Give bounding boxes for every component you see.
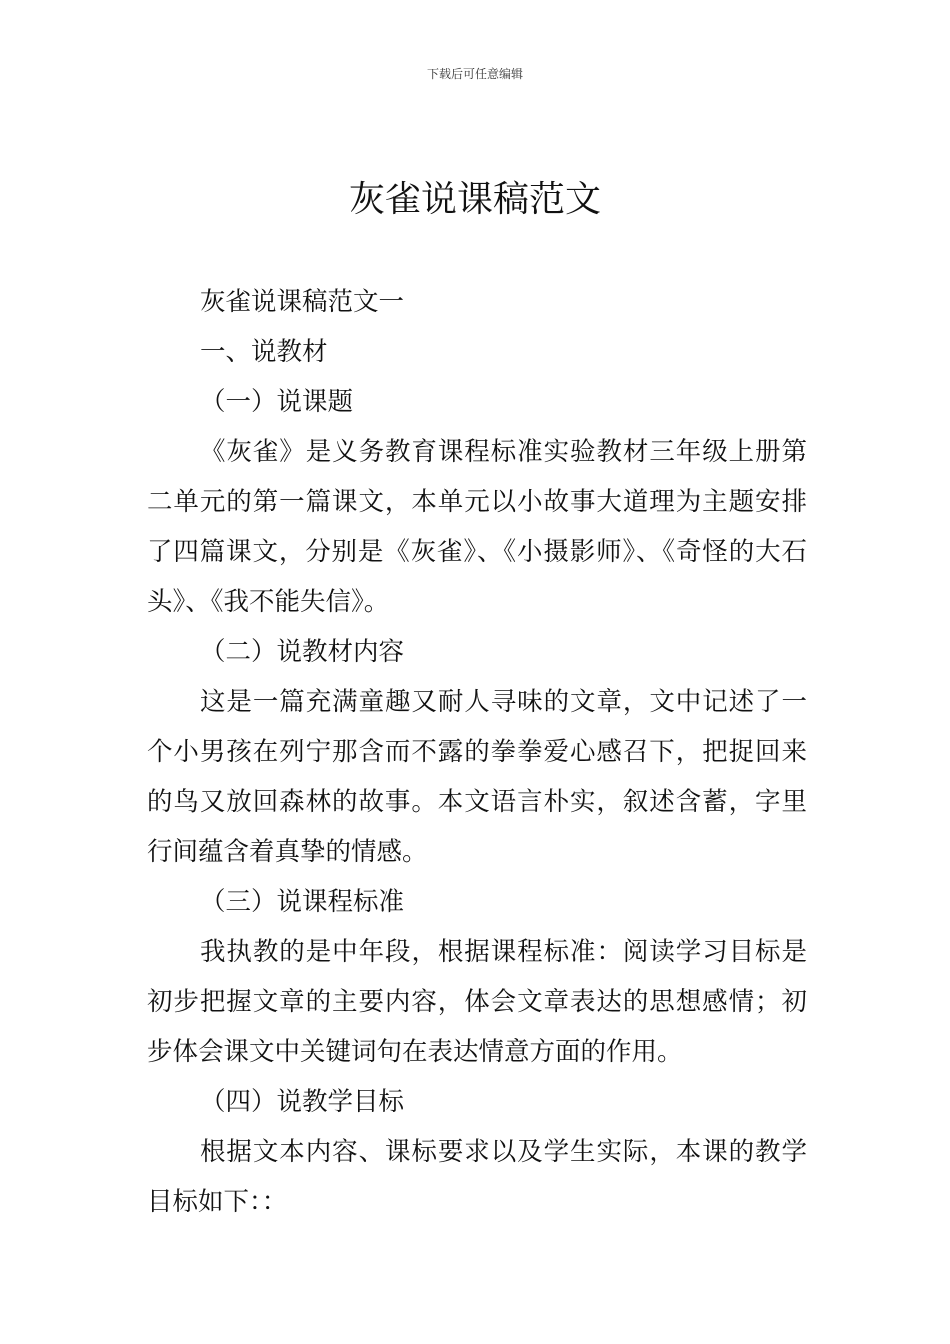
paragraph-standard: 我执教的是中年段，根据课程标准：阅读学习目标是初步把握文章的主要内容，体会文章表达的思想感情；初步体会课文中关键词句在表达情意方面的作用。 (147, 937, 807, 1067)
section-heading-textbook: 一、说教材 (200, 337, 328, 367)
section-heading-intro: 灰雀说课稿范文一 (200, 287, 405, 317)
document-body (147, 277, 807, 1227)
subheading-goals: （四）说教学目标 (200, 1087, 405, 1117)
paragraph-goals: 根据文本内容、课标要求以及学生实际，本课的教学目标如下：： (147, 1137, 807, 1217)
subheading-topic: （一）说课题 (200, 387, 354, 417)
paragraph-content: 这是一篇充满童趣又耐人寻味的文章，文中记述了一个小男孩在列宁那含而不露的拳拳爱心感召下，把捉回来的鸟又放回森林的故事。本文语言朴实，叙述含蓄，字里行间蕴含着真挚的情感。 (147, 687, 807, 867)
paragraph-topic: 《灰雀》是义务教育课程标准实验教材三年级上册第二单元的第一篇课文，本单元以小故事大道理为主题安排了四篇课文，分别是《灰雀》、《小摄影师》、《奇怪的大石头》、《我不能失信》。 (147, 437, 807, 617)
document-title: 灰雀说课稿范文 (348, 179, 601, 220)
subheading-standard: （三）说课程标准 (200, 887, 405, 917)
header-note: 下载后可任意编辑 (426, 67, 523, 81)
subheading-content: （二）说教材内容 (200, 637, 405, 667)
